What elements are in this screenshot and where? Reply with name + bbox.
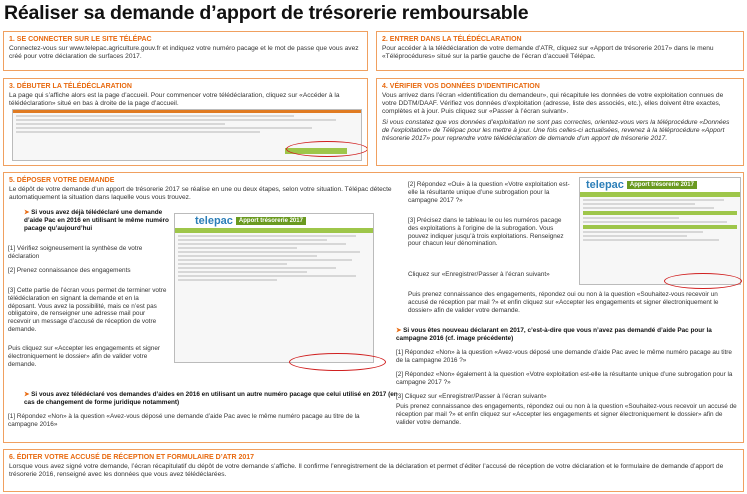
section-1-heading: 1. SE CONNECTER SUR LE SITE TÉLÉPAC: [9, 36, 152, 43]
case-2-title: ➤ Si vous avez télédéclaré vos demandes d’aides en 2016 en utilisant un autre numéro pacage que celui utilisé en 2017 (en cas de changement de forme juridique notamment): [24, 391, 398, 406]
subrogation-screenshot: [579, 177, 741, 285]
case-3-title: ➤ Si vous êtes nouveau déclarant en 2017, c’est-à-dire que vous n’avez pas demandé d’aide Pac pour la campagne 2016 (cf. image précédente): [396, 327, 712, 342]
section-6-text: Lorsque vous avez signé votre demande, l’écran récapitulatif du dépôt de votre demande s’affiche. Il confirme l’enregistrement de la déclaration et permet d’éditer l’accusé de réception de votre déclaration et le formulaire de demande d’apport de trésorerie 2016, renseigné avec les données que vous avez télédéclarées.: [9, 463, 724, 478]
telepac-logo-2: telepac Apport trésorerie 2017: [586, 179, 697, 191]
page-title: Réaliser sa demande d’apport de trésorerie remboursable: [4, 2, 529, 24]
case-3-step-2: [2] Répondez «Non» également à la question «Votre exploitation est-elle la résultante unique d’une subrogation pour la campagne 2017 ?»: [396, 371, 733, 386]
synthesis-screenshot: [174, 213, 374, 363]
section-2-text: Pour accéder à la télédéclaration de votre demande d’ATR, cliquez sur «Apport de trésorerie 2017» dans le menu «Téléprocédures» situé sur la partie gauche de l’écran d’accueil Télépac.: [382, 45, 714, 60]
accept-text: Puis cliquez sur «Accepter les engagements et signer électroniquement le dossier» afin de valider votre demande.: [8, 345, 161, 368]
section-3: [3, 78, 368, 166]
highlight-ring: [286, 141, 368, 157]
section-1-text: Connectez-vous sur www.telepac.agriculture.gouv.fr et indiquez votre numéro pacage et le mot de passe que vous avez créé pour votre déclaration de surfaces 2017.: [9, 45, 359, 60]
section-4-heading: 4. VÉRIFIER VOS DONNÉES D’IDENTIFICATION: [382, 83, 540, 90]
telepac-logo: telepac Apport trésorerie 2017: [195, 215, 306, 227]
right-step-3: [3] Précisez dans le tableau le ou les numéros pacage des exploitations à l’origine de la subrogation. Vous pouvez indiquer jusqu’à trois exploitations. Renseignez pour chacun leur dénomination.: [408, 217, 564, 248]
section-4-note: Si vous constatez que vos données d’exploitation ne sont pas correctes, orientez-vous vers la téléprocédure «Données de l’exploitation» de Télépac pour les mettre à jour. Une fois celles-ci actualisées, revenez à la téléprocédure «Apport trésorerie 2017» pour reprendre votre télédéclaration de demande d’un apport de trésorerie 2017.: [382, 119, 730, 142]
case-2-step-1: [1] Répondez «Non» à la question «Avez-vous déposé une demande d’aide Pac avec le même numéro pacage au titre de la campagne 2016»: [8, 413, 360, 428]
accept-ring-right: [664, 273, 742, 289]
case-3-step-3: [3] Cliquez sur «Enregistrer/Passer à l’écran suivant»: [396, 393, 547, 400]
section-4: [376, 78, 744, 166]
case-3-step-1: [1] Répondez «Non» à la question «Avez-vous déposé une demande d’aide Pac avec le même numéro pacage au titre de la campagne 2016 ?»: [396, 349, 732, 364]
accept-ring-left: [289, 353, 386, 371]
step-3: [3] Cette partie de l’écran vous permet de terminer votre télédéclaration en signant la demande et en la déposant. Vous avez la possibilité, mais ce n’est pas obligatoire, de renseigner une adresse mail pour recevoir un message d’accusé de réception de votre demande.: [8, 287, 167, 333]
section-5-heading: 5. DÉPOSER VOTRE DEMANDE: [9, 177, 115, 184]
right-step-2: [2] Répondez «Oui» à la question «Votre exploitation est-elle la résultante unique d’une subrogation pour la campagne 2017 ?»: [408, 181, 570, 204]
case-3-accept: Puis prenez connaissance des engagements, répondez oui ou non à la question «Souhaitez-vous recevoir un accusé de réception par mail ?» et enfin cliquez sur «Accepter les engagements et signer électroniquement le dossier» afin de valider votre demande.: [396, 403, 737, 426]
section-4-text: Vous arrivez dans l’écran «Identification du demandeur», qui récapitule les données de votre exploitation connues de votre DDTM/DAAF. Vérifiez vos données d’exploitation (adresse, liste des associés, etc.), elles doivent être exactes, complètes et à jour. Puis cliquez sur «Passer à l’écran suivant».: [382, 92, 724, 115]
section-5-intro: Le dépôt de votre demande d’un apport de trésorerie 2017 se réalise en une ou deux étapes, selon votre situation. Télépac détecte automatiquement la situation dans laquelle vous vous trouvez.: [9, 186, 392, 201]
section-6: [3, 449, 744, 492]
case-1-title: ➤ Si vous avez déjà télédéclaré une demande d’aide Pac en 2016 en utilisant le même numéro pacage qu’aujourd’hui: [24, 209, 169, 232]
step-1: [1] Vérifiez soigneusement la synthèse de votre déclaration: [8, 245, 143, 260]
section-1: [3, 31, 368, 71]
right-click: Cliquez sur «Enregistrer/Passer à l’écran suivant»: [408, 271, 550, 278]
section-2-heading: 2. ENTRER DANS LA TÉLÉDÉCLARATION: [382, 36, 522, 43]
section-3-text: La page qui s’affiche alors est la page d’accueil. Pour commencer votre télédéclaration, cliquez sur «Accéder à la télédéclaration» situé en bas à droite de la page d’accueil.: [9, 92, 340, 107]
section-3-heading: 3. DÉBUTER LA TÉLÉDÉCLARATION: [9, 83, 132, 90]
right-accept: Puis prenez connaissance des engagements, répondez oui ou non à la question «Souhaitez-vous recevoir un accusé de réception par mail ?» et enfin cliquez sur «Accepter les engagements et signer électroniquement le dossier» afin de valider votre demande.: [408, 291, 719, 314]
step-2: [2] Prenez connaissance des engagements: [8, 267, 131, 274]
section-6-heading: 6. ÉDITER VOTRE ACCUSÉ DE RÉCEPTION ET FORMULAIRE D’ATR 2017: [9, 454, 255, 461]
section-2: [376, 31, 744, 71]
section-5: [3, 172, 744, 443]
